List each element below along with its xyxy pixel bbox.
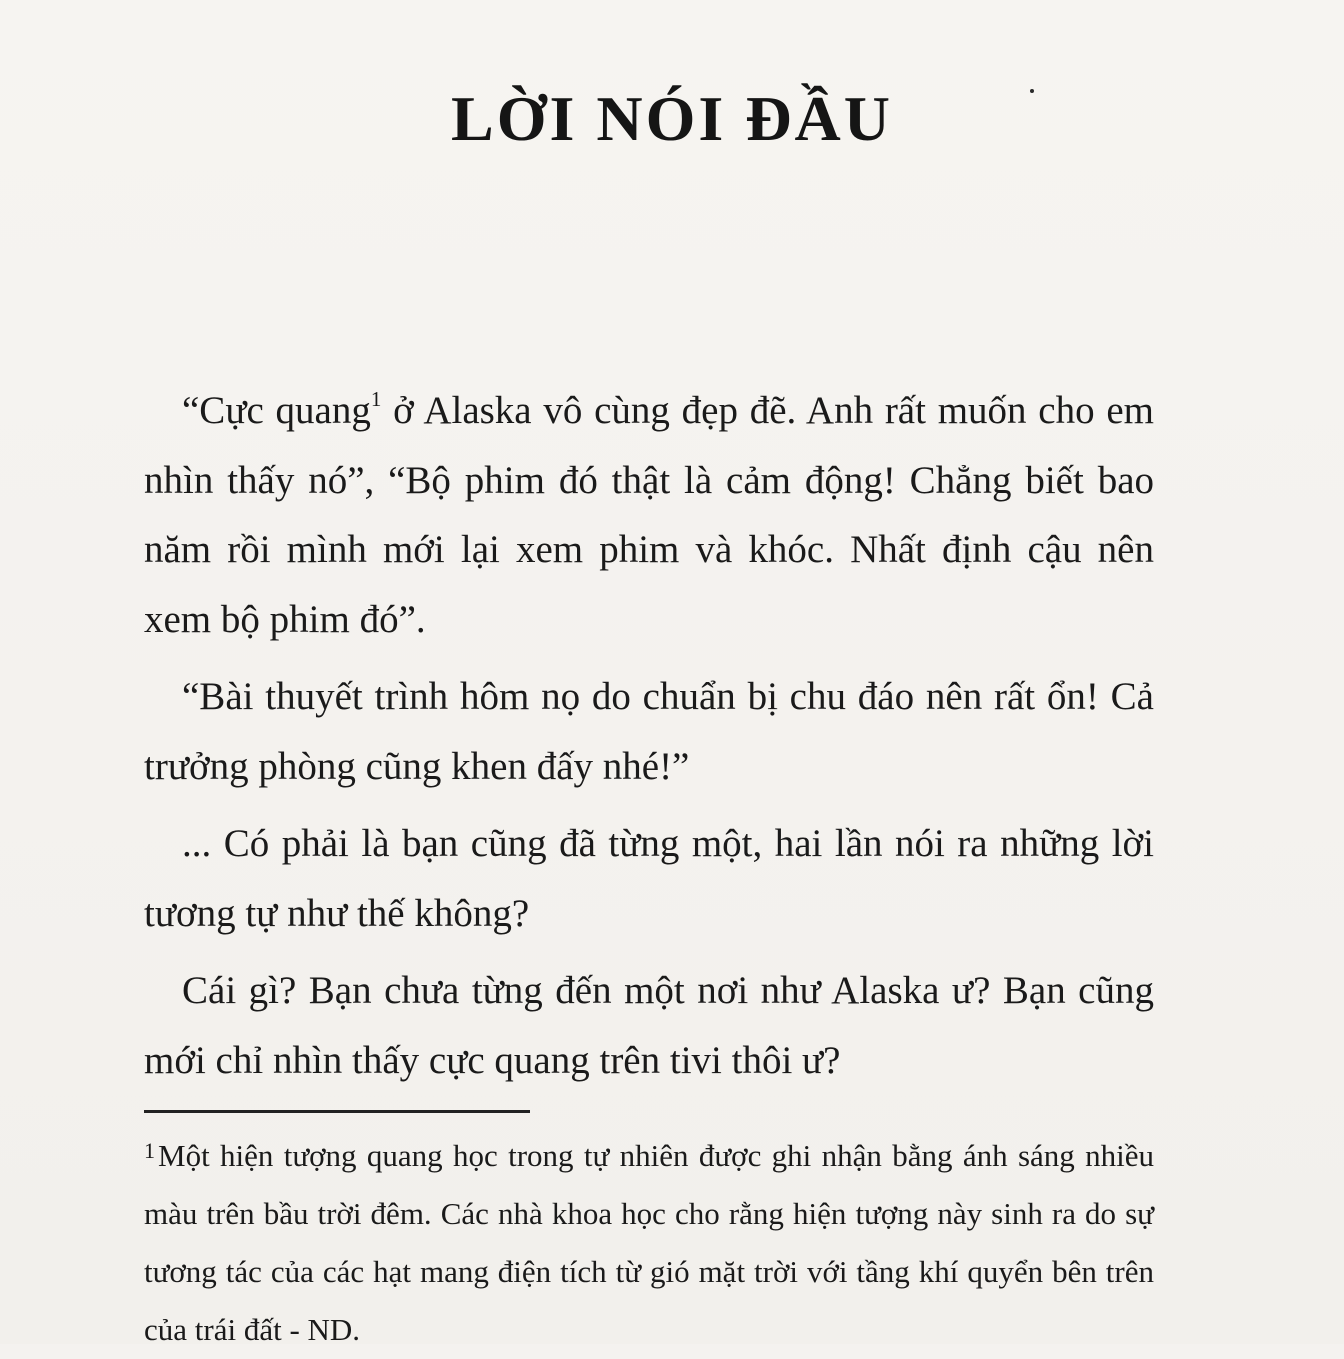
footnote-text: Một hiện tượng quang học trong tự nhiên được ghi nhận bằng ánh sáng nhiều màu trên bầu trời đêm. Các nhà khoa học cho rằng hiện tượng này sinh ra do sự tương tác của các hạt mang điện tích từ gió mặt trời với tầng khí quyển bên trên của trái đất - ND. [144, 1138, 1154, 1347]
body-text [144, 376, 1154, 1095]
footnote-separator [144, 1110, 530, 1113]
paragraph-1-before-note: “Cực quang [182, 389, 371, 432]
paragraph-4: Cái gì? Bạn chưa từng đến một nơi như Alaska ư? Bạn cũng mới chỉ nhìn thấy cực quang trên tivi thôi ư? [144, 969, 1154, 1082]
stray-dot-mark [1030, 89, 1034, 93]
paragraph-2: “Bài thuyết trình hôm nọ do chuẩn bị chu đáo nên rất ổn! Cả trưởng phòng cũng khen đấy nhé!” [144, 675, 1154, 788]
paragraph-1 [144, 376, 1154, 654]
footnote-reference: 1 [370, 387, 382, 411]
footnote [144, 1127, 1154, 1359]
footnote-mark: 1 [144, 1138, 155, 1163]
paragraph-3: ... Có phải là bạn cũng đã từng một, hai lần nói ra những lời tương tự như thế không? [144, 822, 1154, 935]
paragraph-1-after-note: ở Alaska vô cùng đẹp đẽ. Anh rất muốn cho em nhìn thấy nó”, “Bộ phim đó thật là cảm động! Chẳng biết bao năm rồi mình mới lại xem phim và khóc. Nhất định cậu nên xem bộ phim đó”. [144, 389, 1154, 641]
page-heading: LỜI NÓI ĐẦU [451, 82, 893, 154]
